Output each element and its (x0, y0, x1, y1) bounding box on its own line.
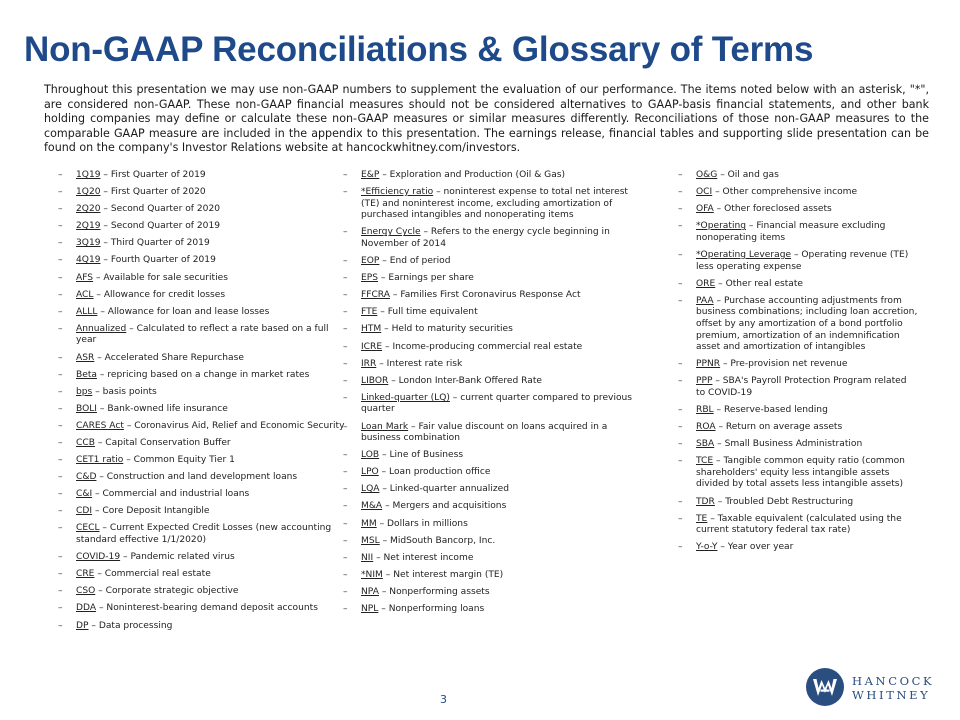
glossary-term: FTE (361, 307, 378, 318)
glossary-definition: – Fourth Quarter of 2019 (100, 255, 216, 266)
glossary-definition: – Allowance for credit losses (93, 289, 226, 300)
glossary-term: OCI (696, 187, 713, 198)
glossary-definition: – Coronavirus Aid, Relief and Economic Security (123, 420, 345, 431)
glossary-term: EOP (361, 256, 380, 267)
glossary-term: Beta (76, 369, 97, 380)
glossary-term: PPP (696, 376, 713, 387)
glossary-definition: – Operating revenue (TE) less operating expense (696, 249, 909, 272)
glossary-item (343, 587, 643, 599)
glossary-definition: – Year over year (717, 542, 794, 553)
hancock-whitney-logo (805, 667, 935, 709)
glossary-item (678, 221, 918, 244)
glossary-item (58, 324, 348, 347)
glossary-item (58, 204, 348, 216)
glossary-item (343, 604, 643, 616)
glossary-term: 2Q20 (76, 204, 101, 215)
glossary-definition: – repricing based on a change in market rates (96, 369, 310, 380)
glossary-definition: – Families First Coronavirus Response Act (389, 290, 581, 301)
glossary-definition: – Oil and gas (717, 170, 779, 180)
page-number: 3 (440, 693, 447, 706)
glossary-item (58, 586, 348, 598)
glossary-term: E&P (361, 170, 380, 180)
glossary-term: 1Q20 (76, 187, 101, 198)
glossary-item (58, 387, 348, 399)
logo-text-whitney: WHITNEY (852, 688, 931, 702)
glossary-term: Annualized (76, 323, 127, 334)
glossary-term: ORE (696, 278, 716, 289)
glossary-item (678, 456, 918, 491)
glossary-term: NPA (361, 586, 379, 597)
glossary-definition: – Nonperforming loans (378, 604, 485, 615)
glossary-term: CET1 ratio (76, 455, 124, 466)
glossary-item (343, 553, 643, 565)
hancock-whitney-logo-icon (805, 667, 845, 707)
glossary-term: O&G (696, 170, 718, 180)
glossary-item (343, 290, 643, 302)
glossary-definition: – Mergers and acquisitions (382, 501, 507, 512)
glossary-definition: – Full time equivalent (377, 307, 478, 318)
glossary-item (58, 603, 348, 615)
glossary-item (58, 273, 348, 285)
logo-wordmark (852, 674, 934, 702)
glossary-definition: – Fair value discount on loans acquired in a business combination (361, 421, 608, 444)
glossary-term: PPNR (696, 359, 721, 370)
glossary-term: Linked-quarter (LQ) (361, 392, 450, 403)
glossary-item (678, 422, 918, 434)
logo-text-hancock: HANCOCK (852, 674, 935, 688)
glossary-item (678, 542, 918, 554)
glossary-definition: – Bank-owned life insurance (97, 403, 228, 414)
glossary-item (343, 393, 643, 416)
glossary-item (678, 439, 918, 451)
glossary-definition: – Current Expected Credit Losses (new accounting standard effective 1/1/2020) (76, 523, 332, 546)
glossary-item (58, 307, 348, 319)
glossary-item (678, 187, 918, 199)
glossary-term: SBA (696, 439, 715, 450)
glossary-definition: – Second Quarter of 2020 (100, 204, 221, 215)
glossary-item (343, 324, 643, 336)
glossary-definition: – Income-producing commercial real estate (382, 341, 583, 352)
glossary-term: ALLL (76, 306, 98, 317)
glossary-term: BOLI (76, 403, 97, 414)
glossary-term: AFS (76, 272, 94, 283)
page-title: Non-GAAP Reconciliations & Glossary of Terms (24, 30, 814, 69)
glossary-item (58, 238, 348, 250)
glossary-definition: – Interest rate risk (376, 358, 463, 369)
glossary-term: bps (76, 386, 93, 397)
glossary-item (58, 353, 348, 365)
glossary-item (343, 570, 643, 582)
glossary-item (343, 187, 643, 222)
glossary-definition: – Financial measure excluding nonoperating items (696, 221, 886, 243)
glossary-definition: – Commercial real estate (94, 569, 211, 580)
glossary-term: CRE (76, 569, 95, 580)
glossary-item (678, 250, 918, 273)
glossary-item (678, 376, 918, 399)
glossary-item (343, 501, 643, 513)
glossary-term: C&I (76, 489, 93, 500)
glossary-term: Y-o-Y (696, 542, 718, 553)
glossary-item (678, 359, 918, 371)
glossary-term: CSO (76, 586, 96, 597)
glossary-item (678, 497, 918, 509)
glossary-definition: – Capital Conservation Buffer (94, 438, 231, 448)
glossary-definition: – Earnings per share (378, 273, 474, 284)
glossary-definition: – Pre-provision net revenue (720, 359, 848, 370)
glossary-item (343, 273, 643, 285)
glossary-definition: – Accelerated Share Repurchase (94, 352, 244, 363)
glossary-item (58, 472, 348, 484)
glossary-term: 3Q19 (76, 238, 101, 249)
glossary-term: MSL (361, 535, 380, 546)
glossary-item (58, 438, 348, 450)
glossary-item (343, 484, 643, 496)
glossary-term: CCB (76, 438, 95, 448)
glossary-term: TE (696, 513, 708, 524)
glossary-definition: – Loan production office (378, 467, 491, 478)
glossary-term: RBL (696, 405, 714, 415)
glossary-term: LIBOR (361, 375, 389, 386)
glossary-item (58, 370, 348, 382)
glossary-item (58, 421, 348, 433)
glossary-definition: – SBA's Payroll Protection Program related to COVID-19 (696, 376, 907, 398)
glossary-term: M&A (361, 501, 383, 512)
glossary-column-1 (58, 170, 348, 638)
glossary-item (58, 455, 348, 467)
glossary-definition: – Third Quarter of 2019 (100, 238, 210, 249)
glossary-definition: – Taxable equivalent (calculated using the current statutory federal tax rate) (696, 513, 902, 536)
glossary-definition: – MidSouth Bancorp, Inc. (379, 535, 496, 546)
glossary-definition: – Dollars in millions (376, 518, 468, 529)
glossary-item (58, 255, 348, 267)
glossary-definition: – noninterest expense to total net interest (TE) and noninterest income, excluding amortization of purchased intangibles and nonoperating items (361, 187, 628, 221)
glossary-definition: – London Inter-Bank Offered Rate (388, 375, 542, 386)
glossary-item (343, 227, 643, 250)
glossary-term: *Operating Leverage (696, 249, 792, 260)
glossary-term: ICRE (361, 341, 383, 352)
glossary-term: FFCRA (361, 290, 390, 301)
glossary-item (678, 204, 918, 216)
glossary-term: CDI (76, 506, 93, 517)
glossary-item (678, 279, 918, 291)
glossary-definition: – Tangible common equity ratio (common shareholders' equity less intangible assets divided by total assets less intangible assets) (696, 456, 905, 490)
glossary-definition: – Noninterest-bearing demand deposit accounts (96, 603, 318, 614)
glossary-item (343, 467, 643, 479)
glossary-item (58, 170, 348, 182)
glossary-definition: – Corporate strategic objective (95, 586, 239, 597)
glossary-term: IRR (361, 358, 377, 369)
glossary-definition: – Common Equity Tier 1 (123, 455, 235, 466)
glossary-definition: – current quarter compared to previous quarter (361, 392, 633, 415)
glossary-term: CECL (76, 523, 100, 534)
glossary-item (58, 187, 348, 199)
glossary-item (58, 506, 348, 518)
glossary-item (678, 296, 918, 354)
glossary-definition: – Small Business Administration (714, 439, 863, 450)
glossary-definition: – Other real estate (715, 278, 804, 289)
glossary-item (343, 536, 643, 548)
glossary-item (343, 256, 643, 268)
glossary-definition: – basis points (92, 386, 157, 397)
glossary-term: 2Q19 (76, 221, 101, 232)
glossary-item (58, 404, 348, 416)
glossary-item (58, 221, 348, 233)
glossary-term: 1Q19 (76, 170, 101, 180)
glossary-definition: – Calculated to reflect a rate based on a full year (76, 323, 329, 346)
glossary-column-3 (678, 170, 918, 559)
glossary-term: EPS (361, 273, 379, 284)
glossary-definition: – Construction and land development loans (96, 472, 298, 483)
glossary-definition: – Line of Business (379, 450, 464, 461)
glossary-definition: – Commercial and industrial loans (92, 489, 250, 500)
glossary-definition: – First Quarter of 2019 (100, 170, 206, 180)
glossary-item (343, 376, 643, 388)
glossary-definition: – Linked-quarter annualized (379, 484, 509, 495)
glossary-item (58, 621, 348, 633)
glossary-term: LPO (361, 467, 379, 478)
glossary-item (678, 514, 918, 537)
glossary-item (678, 405, 918, 417)
glossary-item (678, 170, 918, 182)
glossary-term: MM (361, 518, 377, 529)
glossary-item (58, 569, 348, 581)
glossary-term: LQA (361, 484, 380, 495)
glossary-term: ROA (696, 422, 716, 433)
glossary-item (343, 342, 643, 354)
glossary-term: *Operating (696, 221, 747, 232)
glossary-definition: – Net interest income (373, 552, 474, 563)
glossary-term: OFA (696, 204, 714, 215)
glossary-definition: – Troubled Debt Restructuring (714, 496, 854, 507)
glossary-term: *Efficiency ratio (361, 187, 434, 198)
glossary-item (58, 290, 348, 302)
glossary-column-2 (343, 170, 643, 621)
glossary-item (58, 523, 348, 546)
glossary-term: Energy Cycle (361, 227, 421, 238)
glossary-definition: – Other foreclosed assets (713, 204, 832, 215)
glossary-definition: – Net interest margin (TE) (382, 569, 504, 580)
glossary-definition: – Allowance for loan and lease losses (97, 306, 270, 317)
glossary-term: PAA (696, 295, 714, 306)
glossary-definition: – Data processing (88, 620, 173, 631)
glossary-definition: – First Quarter of 2020 (100, 187, 206, 198)
glossary-term: *NIM (361, 569, 383, 580)
glossary-definition: – Other comprehensive income (712, 187, 858, 198)
glossary-term: NPL (361, 604, 379, 615)
glossary-term: LOB (361, 450, 380, 461)
glossary-item (343, 422, 643, 445)
glossary-term: CARES Act (76, 420, 124, 431)
glossary-item (343, 450, 643, 462)
glossary-term: TCE (696, 456, 714, 467)
glossary-item (343, 519, 643, 531)
glossary-item (343, 307, 643, 319)
glossary-item (58, 489, 348, 501)
glossary-term: DDA (76, 603, 97, 614)
glossary-term: ACL (76, 289, 94, 300)
glossary-term: ASR (76, 352, 95, 363)
glossary-definition: – Refers to the energy cycle beginning in November of 2014 (361, 227, 610, 249)
glossary-definition: – Pandemic related virus (120, 552, 235, 563)
glossary-definition: – Second Quarter of 2019 (100, 221, 221, 232)
glossary-definition: – Held to maturity securities (381, 324, 513, 335)
intro-paragraph: Throughout this presentation we may use non-GAAP numbers to supplement the evaluation of our performance. The items noted below with an asterisk, "*", are considered non-GAAP. These non-GAAP financial measures should not be considered alternatives to GAAP-basis financial statements, and other bank holding companies may define or calculate these non-GAAP measures or similar measures differently. Reconciliations of those non-GAAP measures to the comparable GAAP measure are included in the appendix to this presentation. The earnings release, financial tables and supporting slide presentation can be found on the company's Investor Relations website at hancockwhitney.com/investors. (44, 83, 929, 155)
glossary-item (343, 170, 643, 182)
glossary-item (58, 552, 348, 564)
glossary-definition: – Available for sale securities (93, 272, 228, 283)
glossary-term: HTM (361, 324, 382, 335)
glossary-definition: – Return on average assets (715, 422, 843, 433)
glossary-definition: – Nonperforming assets (378, 586, 490, 597)
glossary-term: Loan Mark (361, 421, 409, 432)
glossary-term: C&D (76, 472, 97, 483)
glossary-term: DP (76, 620, 89, 631)
glossary-definition: – Purchase accounting adjustments from business combinations; including loan accretion, offset by any amortization of a bond portfolio premium, amortization of an indemnification asset and amortization of intangibles (696, 295, 918, 353)
glossary-definition: – Exploration and Production (Oil & Gas) (379, 170, 566, 180)
glossary-term: 4Q19 (76, 255, 101, 266)
glossary-term: COVID-19 (76, 552, 121, 563)
glossary-term: NII (361, 552, 374, 563)
glossary-definition: – Reserve-based lending (713, 405, 828, 415)
glossary-item (343, 359, 643, 371)
glossary-term: TDR (696, 496, 715, 507)
glossary-definition: – End of period (379, 256, 451, 267)
glossary-definition: – Core Deposit Intangible (92, 506, 210, 517)
